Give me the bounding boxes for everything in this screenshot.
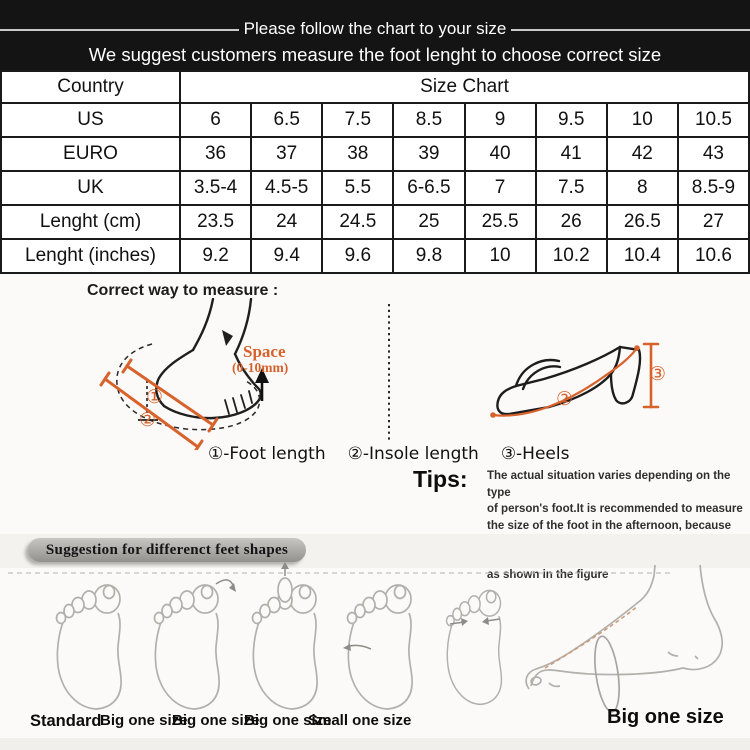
- foot-label-big-2: Big one size: [172, 712, 260, 729]
- size-cell: 37: [251, 137, 322, 171]
- size-cell: 6.5: [251, 103, 322, 137]
- size-cell: 25: [393, 205, 464, 239]
- foot-big-toe: [155, 580, 237, 709]
- size-cell: 8.5: [393, 103, 464, 137]
- size-cell: 9.5: [536, 103, 607, 137]
- size-cell: 10.4: [607, 239, 678, 273]
- size-cell: 26: [536, 205, 607, 239]
- size-cell: 9.6: [322, 239, 393, 273]
- table-row-uk: [1, 171, 749, 205]
- legend-insole-length: ②-Insole length: [347, 444, 479, 464]
- foot-label-small: Small one size: [308, 712, 412, 729]
- foot-standard: [57, 585, 122, 709]
- foot-long-second-toe: [253, 562, 318, 709]
- size-cell: 24.5: [322, 205, 393, 239]
- table-title-cell: Size Chart: [180, 71, 749, 103]
- row-label: US: [1, 103, 180, 137]
- legend-heels: ③-Heels: [500, 444, 570, 464]
- foot-label-standard: Standard: [30, 712, 102, 730]
- size-cell: 7.5: [322, 103, 393, 137]
- size-cell: 7.5: [536, 171, 607, 205]
- size-cell: 23.5: [180, 205, 251, 239]
- size-cell: 3.5-4: [180, 171, 251, 205]
- space-range-label: (0-10mm): [232, 360, 289, 375]
- size-cell: 26.5: [607, 205, 678, 239]
- circled-2-marker-shoe: ②: [556, 388, 574, 410]
- header-band: [0, 0, 750, 70]
- row-label: EURO: [1, 137, 180, 171]
- bottom-strip: [0, 738, 750, 750]
- foot-side-view: [526, 565, 722, 713]
- row-label: UK: [1, 171, 180, 205]
- tips-line: of person's foot.It is recommended to measure: [487, 503, 743, 515]
- size-cell: 10.2: [536, 239, 607, 273]
- space-label: Space: [243, 342, 286, 361]
- size-cell: 38: [322, 137, 393, 171]
- table-corner-cell: Country: [1, 71, 180, 103]
- size-cell: 8.5-9: [678, 171, 749, 205]
- legend-foot-length: ①-Foot length: [208, 444, 326, 464]
- header-line1-wrap: [0, 19, 750, 39]
- tips-line: as shown in the figure: [487, 569, 609, 581]
- table-row-us: [1, 103, 749, 137]
- foot-label-big-1: Big one size: [100, 712, 188, 729]
- size-cell: 24: [251, 205, 322, 239]
- table-row-euro: [1, 137, 749, 171]
- size-cell: 10.5: [678, 103, 749, 137]
- header-title: Please follow the chart to your size: [239, 19, 512, 38]
- size-cell: 10: [465, 239, 536, 273]
- size-cell: 9: [465, 103, 536, 137]
- measure-legend: [208, 444, 569, 464]
- size-chart-table: [0, 70, 750, 274]
- tips-label: Tips:: [413, 466, 468, 492]
- size-cell: 36: [180, 137, 251, 171]
- circled-1-marker: ①: [146, 386, 164, 408]
- ankle-strap-mark: [222, 330, 233, 346]
- foot-label-big-4: Big one size: [607, 706, 724, 728]
- size-cell: 10: [607, 103, 678, 137]
- size-cell: 9.8: [393, 239, 464, 273]
- size-cell: 43: [678, 137, 749, 171]
- size-cell: 40: [465, 137, 536, 171]
- foot-wide: [343, 585, 412, 709]
- tips-line: the size of the foot in the afternoon, because: [487, 519, 732, 532]
- circled-3-marker: ③: [649, 363, 667, 385]
- size-cell: 41: [536, 137, 607, 171]
- size-cell: 42: [607, 137, 678, 171]
- size-cell: 8: [607, 171, 678, 205]
- tips-line: The actual situation varies depending on the type: [487, 470, 731, 499]
- size-cell: 27: [678, 205, 749, 239]
- size-cell: 6: [180, 103, 251, 137]
- size-cell: 6-6.5: [393, 171, 464, 205]
- row-label: Lenght (inches): [1, 239, 180, 273]
- foot-narrow: [447, 590, 502, 704]
- size-cell: 10.6: [678, 239, 749, 273]
- size-cell: 7: [465, 171, 536, 205]
- feet-shapes-banner: Suggestion for differenct feet shapes: [28, 538, 306, 562]
- table-row-length-inches: [1, 239, 749, 273]
- size-cell: 9.4: [251, 239, 322, 273]
- size-cell: 25.5: [465, 205, 536, 239]
- size-cell: 9.2: [180, 239, 251, 273]
- size-cell: 4.5-5: [251, 171, 322, 205]
- measure-heading: Correct way to measure :: [87, 282, 279, 299]
- circled-2-marker: ②: [139, 409, 157, 431]
- size-cell: 5.5: [322, 171, 393, 205]
- header-subtitle: We suggest customers measure the foot lenght to choose correct size: [88, 44, 662, 65]
- size-cell: 39: [393, 137, 464, 171]
- row-label: Lenght (cm): [1, 205, 180, 239]
- table-row-length-cm: [1, 205, 749, 239]
- foot-label-big-3: Big one size: [244, 712, 332, 729]
